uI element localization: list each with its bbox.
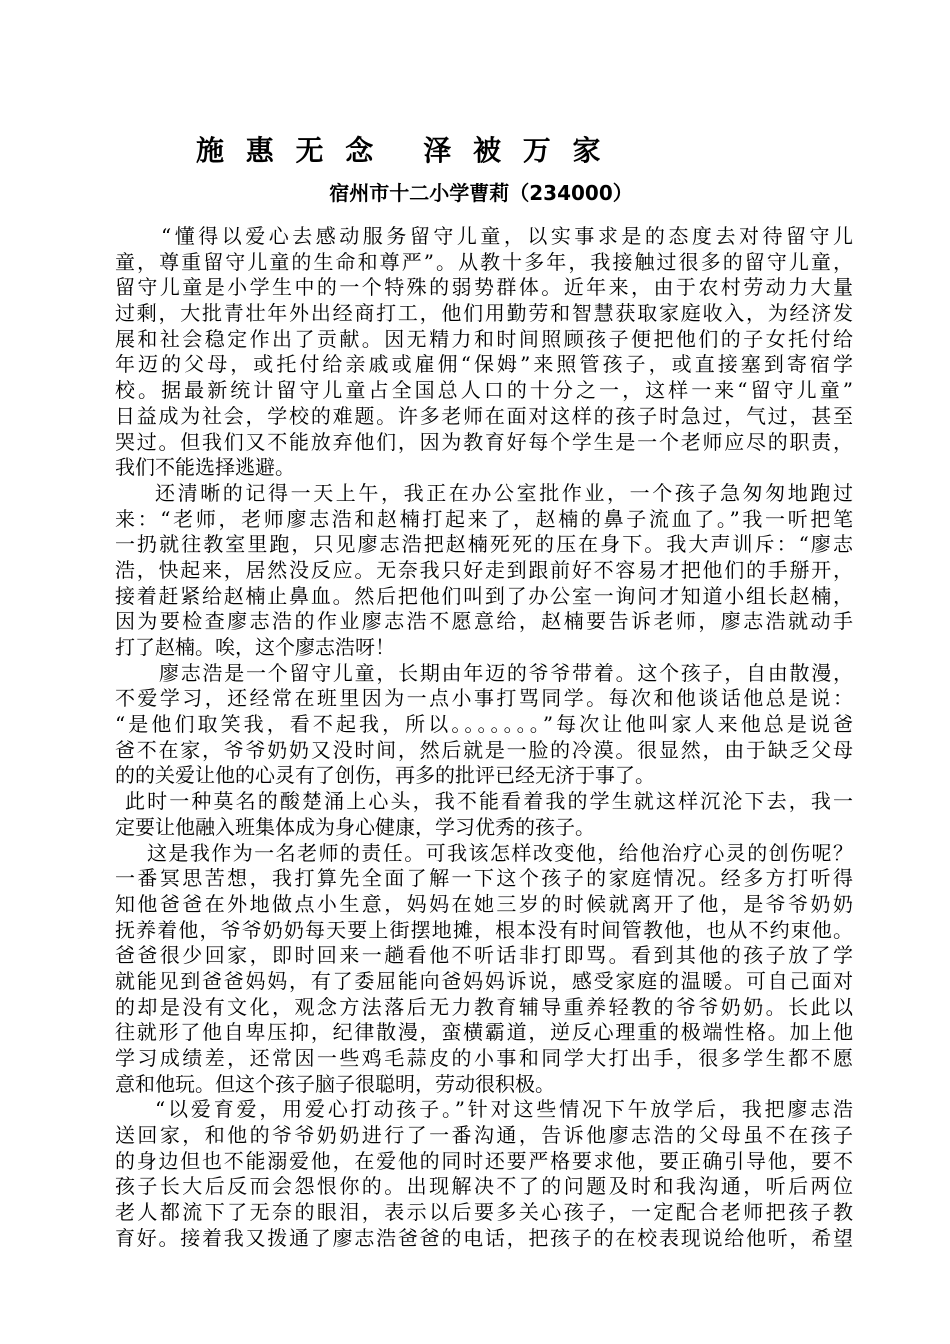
text-line: 爸爸很少回家，即时回来一趟看他不听话非打即骂。看到其他的孩子放了学 bbox=[115, 943, 853, 968]
text-line: “以爱育爱，用爱心打动孩子。”针对这些情况下午放学后，我把廖志浩 bbox=[155, 1097, 853, 1122]
text-line: “懂得以爱心去感动服务留守儿童，以实事求是的态度去对待留守儿 bbox=[161, 224, 853, 248]
text-line: 哭过。但我们又不能放弃他们，因为教育好每个学生是一个老师应尽的职责， bbox=[115, 429, 853, 454]
text-line: 一番冥思苦想，我打算先全面了解一下这个孩子的家庭情况。经多方打听得 bbox=[115, 866, 853, 891]
text-line: “是他们取笑我，看不起我，所以。。。。。。。”每次让他叫家人来他总是说爸 bbox=[115, 712, 853, 737]
text-line: 孩子长大后反而会怨恨你的。出现解决不了的问题及时和我沟通，听后两位 bbox=[115, 1174, 853, 1199]
text-line: 送回家，和他的爷爷奶奶进行了一番沟通，告诉他廖志浩的父母虽不在孩子 bbox=[115, 1123, 853, 1148]
text-line: 抚养着他，爷爷奶奶每天要上街摆地摊，根本没有时间管教他，也从不约束他。 bbox=[115, 917, 853, 942]
text-line: 打了赵楠。唉，这个廖志浩呀！ bbox=[115, 635, 395, 659]
text-line: 知他爸爸在外地做点小生意，妈妈在她三岁的时候就离开了他，是爷爷奶奶 bbox=[115, 891, 853, 916]
text-line: 展和社会稳定作出了贡献。因无精力和时间照顾孩子便把他们的子女托付给 bbox=[115, 326, 853, 351]
text-line: 来：“老师，老师廖志浩和赵楠打起来了，赵楠的鼻子流血了。”我一听把笔 bbox=[115, 506, 853, 531]
text-line: 学习成绩差，还常因一些鸡毛蒜皮的小事和同学大打出手，很多学生都不愿 bbox=[115, 1046, 853, 1070]
text-line: 意和他玩。但这个孩子脑子很聪明，劳动很积极。 bbox=[115, 1071, 555, 1096]
text-line: 这是我作为一名老师的责任。可我该怎样改变他，给他治疗心灵的创伤呢？ bbox=[147, 840, 853, 865]
text-line: 留守儿童是小学生中的一个特殊的弱势群体。近年来，由于农村劳动力大量 bbox=[115, 275, 853, 300]
text-line: 就能见到爸爸妈妈，有了委屈能向爸妈妈诉说，感受家庭的温暖。可自己面对 bbox=[115, 968, 853, 993]
text-line: 接着赶紧给赵楠止鼻血。然后把他们叫到了办公室一询问才知道小组长赵楠， bbox=[115, 583, 853, 608]
text-line: 定要让他融入班集体成为身心健康，学习优秀的孩子。 bbox=[115, 814, 595, 839]
text-line: 的的关爱让他的心灵有了创伤，再多的批评已经无济于事了。 bbox=[115, 763, 655, 788]
text-line: 浩，快起来，居然没反应。无奈我只好走到跟前好不容易才把他们的手掰开， bbox=[115, 557, 853, 582]
text-line: 廖志浩是一个留守儿童，长期由年迈的爷爷带着。这个孩子，自由散漫， bbox=[159, 660, 853, 685]
text-line: 的身边但也不能溺爱他，在爱他的同时还要严格要求他，要正确引导他，要不 bbox=[115, 1148, 853, 1173]
title-part-1: 施 惠 无 念 bbox=[196, 134, 380, 167]
text-line: 育好。接着我又拨通了廖志浩爸爸的电话，把孩子的在校表现说给他听，希望 bbox=[115, 1225, 853, 1250]
text-line: 我们不能选择逃避。 bbox=[115, 455, 295, 480]
text-line: 童，尊重留守儿童的生命和尊严”。从教十多年，我接触过很多的留守儿童， bbox=[115, 249, 853, 274]
text-line: 爸不在家，爷爷奶奶又没时间，然后就是一脸的冷漠。很显然，由于缺乏父母 bbox=[115, 737, 853, 762]
text-line: 的却是没有文化，观念方法落后无力教育辅导重养轻教的爷爷奶奶。长此以 bbox=[115, 994, 853, 1019]
text-line: 一扔就往教室里跑，只见廖志浩把赵楠死死的压在身下。我大声训斥：“廖志 bbox=[115, 532, 853, 557]
text-line: 往就形了他自卑压抑，纪律散漫，蛮横霸道，逆反心理重的极端性格。加上他 bbox=[115, 1020, 853, 1045]
text-line: 过剩，大批青壮年外出经商打工，他们用勤劳和智慧获取家庭收入，为经济发 bbox=[115, 301, 853, 326]
text-line: 校。据最新统计留守儿童占全国总人口的十分之一，这样一来“留守儿童” bbox=[115, 378, 853, 403]
body-text bbox=[115, 224, 853, 1252]
title-part-2: 泽 被 万 家 bbox=[423, 134, 607, 167]
author-line: 宿州市十二小学曹莉（234000） bbox=[329, 181, 633, 205]
text-line: 还清晰的记得一天上午，我正在办公室批作业，一个孩子急匆匆地跑过 bbox=[155, 480, 853, 505]
text-line: 不爱学习，还经常在班里因为一点小事打骂同学。每次和他谈话他总是说： bbox=[115, 686, 853, 711]
document-title bbox=[196, 133, 607, 169]
text-line: 此时一种莫名的酸楚涌上心头，我不能看着我的学生就这样沉沦下去，我一 bbox=[125, 789, 853, 814]
text-line: 因为要检查廖志浩的作业廖志浩不愿意给，赵楠要告诉老师，廖志浩就动手 bbox=[115, 609, 853, 634]
text-line: 年迈的父母，或托付给亲戚或雇佣“保姆”来照管孩子，或直接塞到寄宿学 bbox=[115, 352, 853, 377]
text-line: 日益成为社会，学校的难题。许多老师在面对这样的孩子时急过，气过，甚至 bbox=[115, 403, 853, 428]
text-line: 老人都流下了无奈的眼泪，表示以后要多关心孩子，一定配合老师把孩子教 bbox=[115, 1200, 853, 1225]
